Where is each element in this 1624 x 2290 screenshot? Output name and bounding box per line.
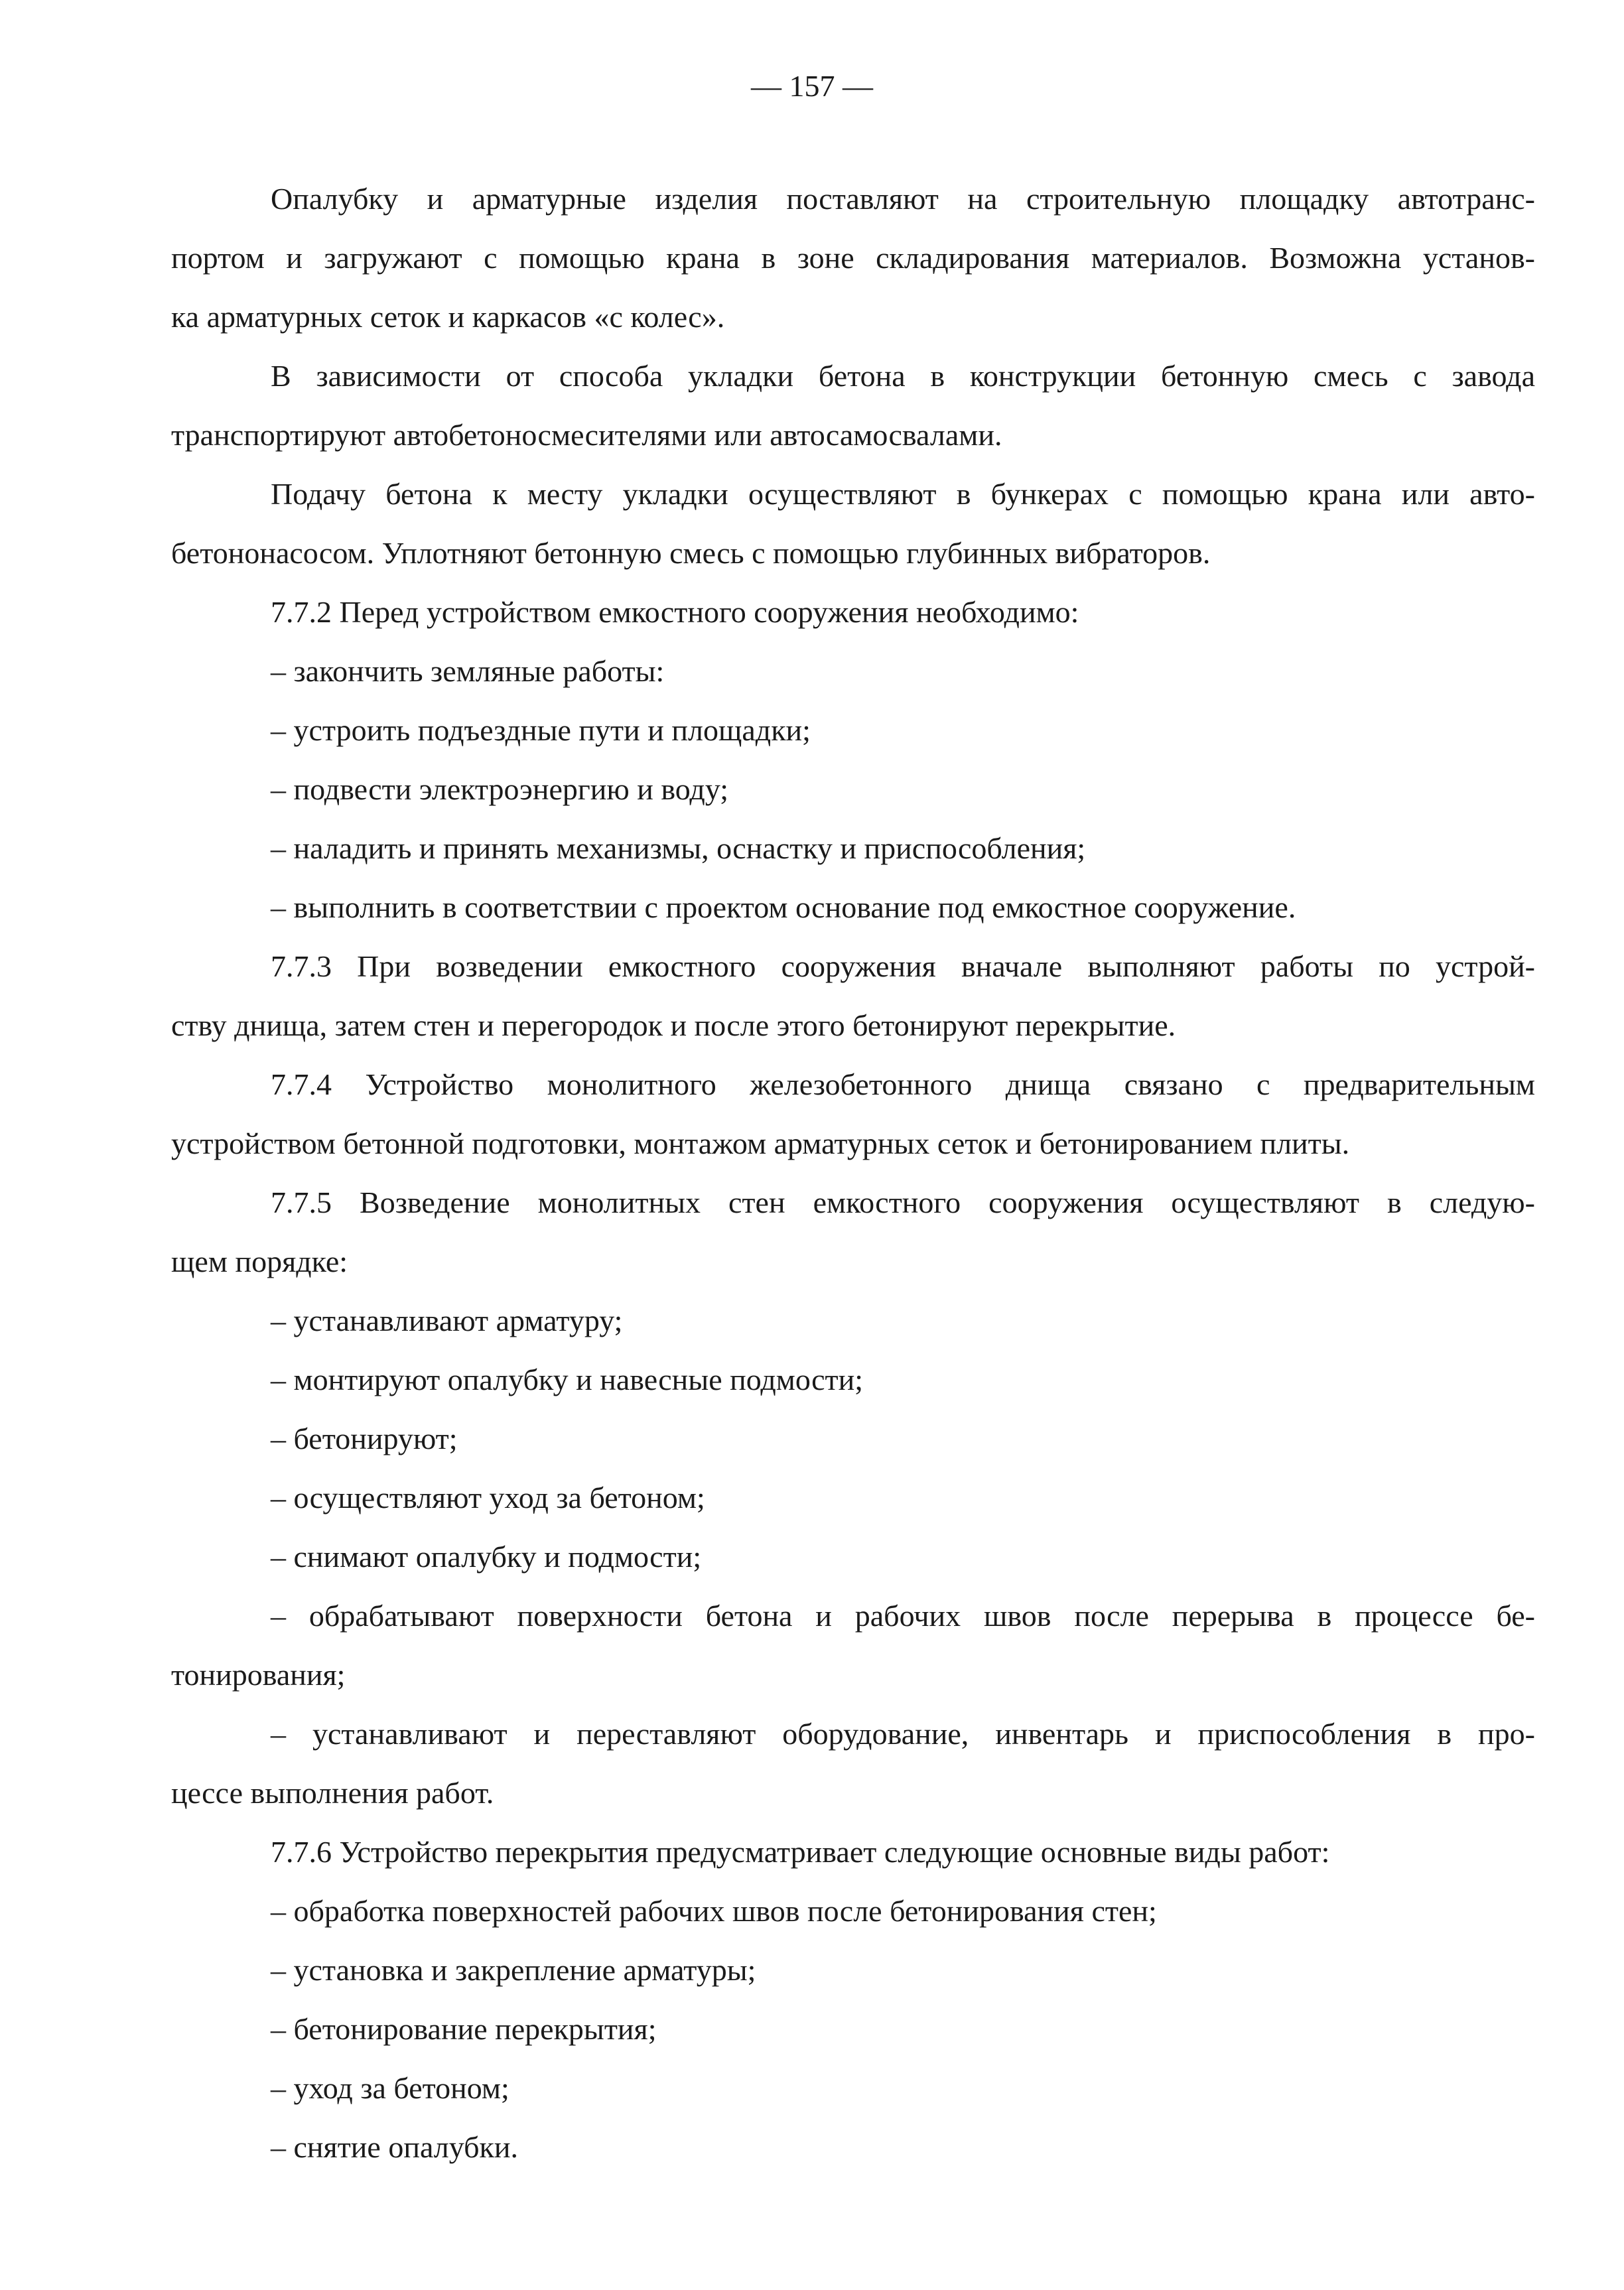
text-line: щем порядке: bbox=[171, 1245, 348, 1278]
text-line: портом и загружают с помощью крана в зоне складирования материалов. Возможна установ- bbox=[171, 241, 1535, 275]
text-line: – установка и закрепление арматуры; bbox=[271, 1953, 756, 1987]
text-line: 7.7.2 Перед устройством емкостного сооружения необходимо: bbox=[271, 595, 1079, 629]
text-line: – осуществляют уход за бетоном; bbox=[271, 1481, 705, 1515]
text-line: 7.7.3 При возведении емкостного сооружения вначале выполняют работы по устрой- bbox=[271, 949, 1535, 983]
text-line: В зависимости от способа укладки бетона в конструкции бетонную смесь с завода bbox=[271, 359, 1535, 393]
text-line: – наладить и принять механизмы, оснастку и приспособления; bbox=[271, 831, 1086, 865]
text-line: тонирования; bbox=[171, 1658, 346, 1692]
text-line: – монтируют опалубку и навесные подмости; bbox=[271, 1363, 863, 1396]
text-line: – снятие опалубки. bbox=[271, 2130, 518, 2164]
text-line: 7.7.6 Устройство перекрытия предусматривает следующие основные виды работ: bbox=[271, 1835, 1330, 1869]
text-line: Подачу бетона к месту укладки осуществляют в бункерах с помощью крана или авто- bbox=[271, 477, 1535, 511]
text-line: 7.7.5 Возведение монолитных стен емкостного сооружения осуществляют в следую- bbox=[271, 1185, 1535, 1219]
text-line: бетононасосом. Уплотняют бетонную смесь с помощью глубинных вибраторов. bbox=[171, 536, 1211, 570]
text-line: транспортируют автобетоносмесителями или автосамосвалами. bbox=[171, 418, 1002, 452]
text-line: 7.7.4 Устройство монолитного железобетонного днища связано с предварительным bbox=[271, 1067, 1535, 1101]
text-line: – уход за бетоном; bbox=[271, 2071, 509, 2105]
text-line: – закончить земляные работы: bbox=[271, 654, 665, 688]
text-line: ка арматурных сеток и каркасов «с колес». bbox=[171, 300, 725, 334]
text-line: цессе выполнения работ. bbox=[171, 1776, 494, 1810]
text-line: – подвести электроэнергию и воду; bbox=[271, 772, 728, 806]
text-line: Опалубку и арматурные изделия поставляют на строительную площадку автотранс- bbox=[271, 182, 1535, 216]
text-line: – выполнить в соответствии с проектом основание под емкостное сооружение. bbox=[271, 890, 1296, 924]
text-line: – обработка поверхностей рабочих швов после бетонирования стен; bbox=[271, 1894, 1157, 1928]
text-line: – устанавливают и переставляют оборудование, инвентарь и приспособления в про- bbox=[271, 1717, 1535, 1751]
text-line: ству днища, затем стен и перегородок и после этого бетонируют перекрытие. bbox=[171, 1008, 1176, 1042]
text-line: – бетонируют; bbox=[271, 1422, 458, 1455]
page-number: — 157 — bbox=[751, 69, 873, 103]
text-line: – обрабатывают поверхности бетона и рабочих швов после перерыва в процессе бе- bbox=[271, 1599, 1535, 1633]
text-line: – бетонирование перекрытия; bbox=[271, 2012, 657, 2046]
text-line: – устроить подъездные пути и площадки; bbox=[271, 713, 811, 747]
text-line: – снимают опалубку и подмости; bbox=[271, 1540, 702, 1574]
text-line: – устанавливают арматуру; bbox=[271, 1304, 623, 1337]
text-line: устройством бетонной подготовки, монтажом арматурных сеток и бетонированием плиты. bbox=[171, 1126, 1350, 1160]
document-body bbox=[171, 169, 1535, 2177]
